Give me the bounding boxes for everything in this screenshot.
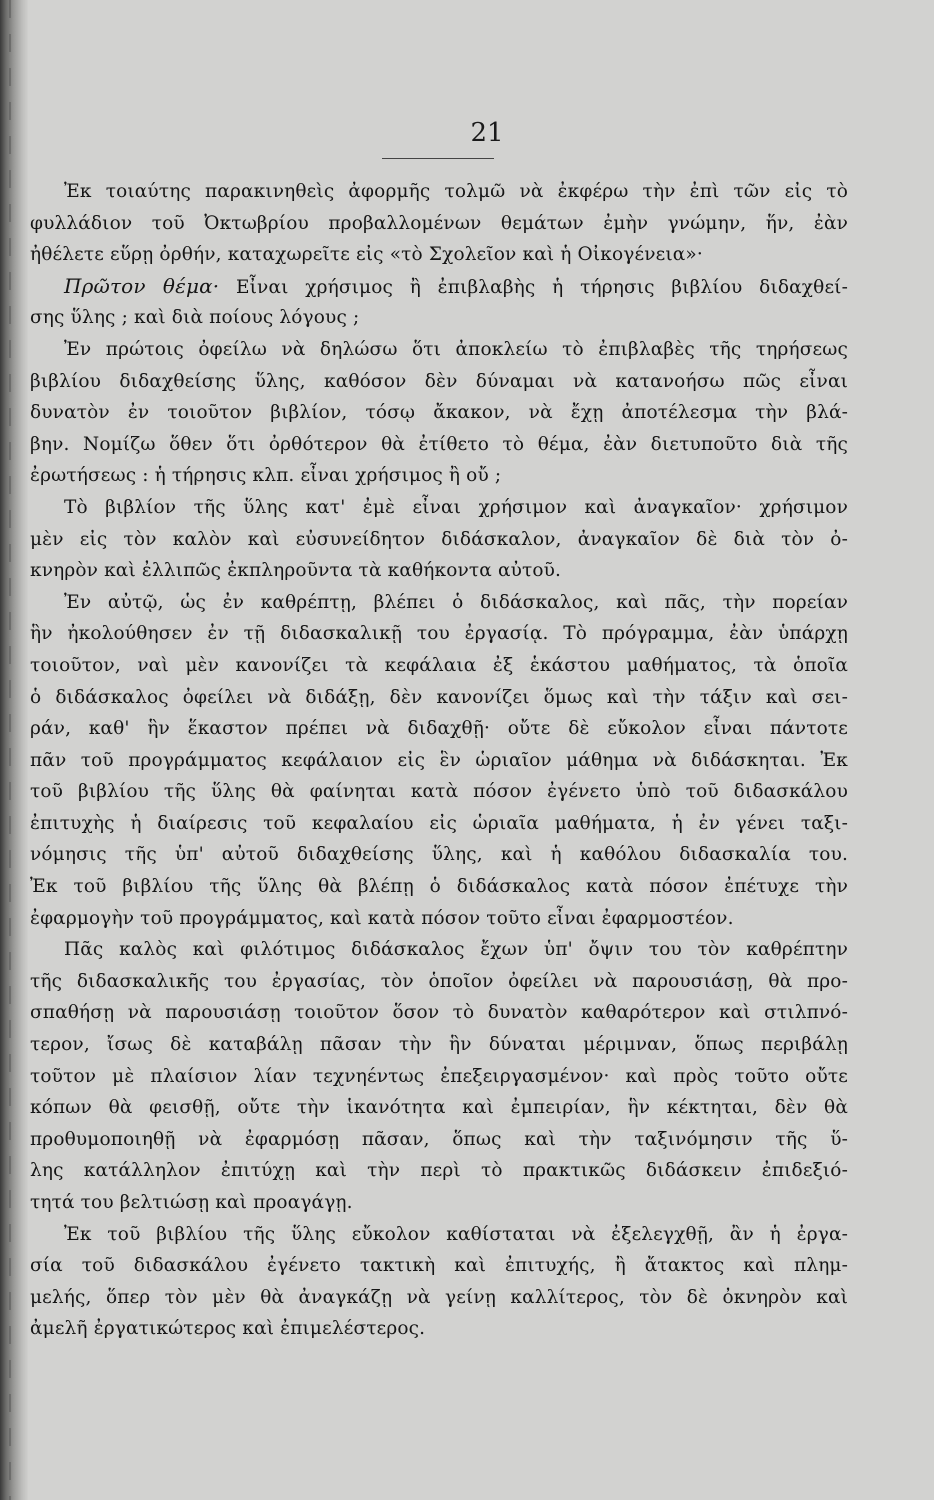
text-line xyxy=(30,745,848,777)
text-line xyxy=(30,460,848,492)
text-line xyxy=(30,429,848,461)
line-text: σης ὕλης ; καὶ διὰ ποίους λόγους ; xyxy=(30,307,360,329)
text-line xyxy=(30,808,848,840)
text-line xyxy=(30,839,848,871)
line-text: φυλλάδιον τοῦ Ὀκτωβρίου προβαλλομένων θεμάτων ἐμὴν γνώμην, ἥν, ἐὰν xyxy=(30,212,848,234)
text-line xyxy=(30,650,848,682)
line-text: κνηρὸν καὶ ἐλλιπῶς ἐκπληροῦντα τὰ καθήκοντα αὐτοῦ. xyxy=(30,560,562,582)
text-line xyxy=(30,682,848,714)
text-line xyxy=(30,934,848,966)
line-text: ἐρωτήσεως : ἡ τήρησις κλπ. εἶναι χρήσιμος ἢ οὔ ; xyxy=(30,465,502,487)
line-text: ὁ διδάσκαλος ὀφείλει νὰ διδάξῃ, δὲν κανονίζει ὅμως καὶ τὴν τάξιν καὶ σει- xyxy=(30,686,848,708)
line-text: τερον, ἴσως δὲ καταβάλῃ πᾶσαν τὴν ἣν δύναται μέριμναν, ὅπως περιβάλῃ xyxy=(30,1034,848,1056)
line-text: τοῦ βιβλίου τῆς ὕλης θὰ φαίνηται κατὰ πόσον ἐγένετο ὑπὸ τοῦ διδασκάλου xyxy=(30,781,848,803)
text-line xyxy=(30,239,848,271)
line-text: ἣν ἠκολούθησεν ἐν τῇ διδασκαλικῇ του ἐργασίᾳ. Τὸ πρόγραμμα, ἐὰν ὑπάρχῃ xyxy=(30,623,848,645)
text-line xyxy=(30,776,848,808)
body-text xyxy=(30,176,848,1345)
text-line xyxy=(30,334,848,366)
text-line xyxy=(30,492,848,524)
text-line xyxy=(30,302,848,334)
text-line xyxy=(30,713,848,745)
text-line xyxy=(30,1029,848,1061)
line-text: μὲν εἰς τὸν καλὸν καὶ εὐσυνείδητον διδάσκαλον, ἀναγκαῖον δὲ διὰ τὸν ὀ- xyxy=(30,528,848,550)
line-text: Ἐν αὐτῷ, ὡς ἐν καθρέπτῃ, βλέπει ὁ διδάσκαλος, καὶ πᾶς, τὴν πορείαν xyxy=(64,591,848,613)
text-line xyxy=(30,1155,848,1187)
line-text: βην. Νομίζω ὅθεν ὅτι ὀρθότερον θὰ ἐτίθετο τὸ θέμα, ἐὰν διετυποῦτο διὰ τῆς xyxy=(30,433,848,455)
text-line xyxy=(30,208,848,240)
text-line xyxy=(30,1313,848,1345)
line-text: ἠθέλετε εὕρῃ ὀρθήν, καταχωρεῖτε εἰς «τὸ Σχολεῖον καὶ ἡ Οἰκογένεια»· xyxy=(30,244,703,266)
text-line xyxy=(30,997,848,1029)
line-text: Ἐκ τοιαύτης παρακινηθεὶς ἀφορμῆς τολμῶ νὰ ἐκφέρω τὴν ἐπὶ τῶν εἰς τὸ xyxy=(64,181,848,202)
book-binding-edge xyxy=(0,0,28,1500)
line-text: τοιοῦτον, ναὶ μὲν κανονίζει τὰ κεφάλαια ἐξ ἑκάστου μαθήματος, τὰ ὁποῖα xyxy=(30,654,848,676)
text-line xyxy=(30,397,848,429)
line-text: τῆς διδασκαλικῆς του ἐργασίας, τὸν ὁποῖον ὀφείλει νὰ παρουσιάσῃ, θὰ προ- xyxy=(30,970,848,992)
text-line xyxy=(30,1124,848,1156)
line-text: τητά του βελτιώσῃ καὶ προαγάγῃ. xyxy=(30,1192,353,1213)
line-text: μελής, ὅπερ τὸν μὲν θὰ ἀναγκάζῃ νὰ γείνῃ καλλίτερος, τὸν δὲ ὀκνηρὸν καὶ xyxy=(30,1286,848,1308)
text-line xyxy=(30,271,848,303)
line-text: Πᾶς καλὸς καὶ φιλότιμος διδάσκαλος ἔχων ὑπ' ὄψιν του τὸν καθρέπτην xyxy=(64,939,848,961)
line-text: ἐφαρμογὴν τοῦ προγράμματος, καὶ κατὰ πόσον τοῦτο εἶναι ἐφαρμοστέον. xyxy=(30,907,734,929)
line-text: πᾶν τοῦ προγράμματος κεφάλαιον εἰς ἓν ὡριαῖον μάθημα νὰ διδάσκηται. Ἐκ xyxy=(30,749,848,771)
text-line xyxy=(30,1061,848,1093)
line-text: νόμησις τῆς ὑπ' αὐτοῦ διδαχθείσης ὕλης, καὶ ἡ καθόλου διδασκαλία του. xyxy=(30,844,848,866)
line-text: προθυμοποιηθῇ νὰ ἐφαρμόσῃ πᾶσαν, ὅπως καὶ τὴν ταξινόμησιν τῆς ὕ- xyxy=(30,1128,848,1150)
line-text: Ἐν πρώτοις ὀφείλω νὰ δηλώσω ὅτι ἀποκλείω τὸ ἐπιβλαβὲς τῆς τηρήσεως xyxy=(64,338,848,360)
line-text: δυνατὸν ἐν τοιοῦτον βιβλίον, τόσῳ ἄκακον, νὰ ἔχῃ ἀποτέλεσμα τὴν βλά- xyxy=(30,402,848,424)
line-text: ἀμελῆ ἐργατικώτερος καὶ ἐπιμελέστερος. xyxy=(30,1318,426,1340)
page-number-rule xyxy=(382,158,494,159)
text-line xyxy=(30,1187,848,1219)
line-text: τοῦτον μὲ πλαίσιον λίαν τεχνηέντως ἐπεξειργασμένον· καὶ πρὸς τοῦτο οὔτε xyxy=(30,1065,848,1087)
text-line xyxy=(30,555,848,587)
line-text: ράν, καθ' ἣν ἕκαστον πρέπει νὰ διδαχθῇ· οὔτε δὲ εὔκολον εἶναι πάντοτε xyxy=(30,718,848,740)
line-text: ἐπιτυχὴς ἡ διαίρεσις τοῦ κεφαλαίου εἰς ὡριαῖα μαθήματα, ἡ ἐν γένει ταξι- xyxy=(30,812,848,834)
line-text: Τὸ βιβλίον τῆς ὕλης κατ' ἐμὲ εἶναι χρήσιμον καὶ ἀναγκαῖον· χρήσιμον xyxy=(64,496,848,518)
text-line xyxy=(30,618,848,650)
text-line xyxy=(30,1219,848,1251)
line-text: Εἶναι χρήσιμος ἢ ἐπιβλαβὴς ἡ τήρησις βιβλίου διδαχθεί- xyxy=(219,276,848,298)
text-line xyxy=(30,176,848,208)
line-text: βιβλίου διδαχθείσης ὕλης, καθόσον δὲν δύναμαι νὰ κατανοήσω πῶς εἶναι xyxy=(30,370,848,392)
text-line xyxy=(30,966,848,998)
text-line xyxy=(30,1250,848,1282)
line-text: λης κατάλληλον ἐπιτύχῃ καὶ τὴν περὶ τὸ πρακτικῶς διδάσκειν ἐπιδεξιό- xyxy=(30,1160,848,1182)
text-line xyxy=(30,871,848,903)
text-line xyxy=(30,587,848,619)
page-number: 21 xyxy=(470,118,504,148)
line-text: Ἐκ τοῦ βιβλίου τῆς ὕλης θὰ βλέπῃ ὁ διδάσκαλος κατὰ πόσον ἐπέτυχε τὴν xyxy=(30,876,848,898)
line-text: κόπων θὰ φεισθῇ, οὔτε τὴν ἱκανότητα καὶ ἐμπειρίαν, ἣν κέκτηται, δὲν θὰ xyxy=(30,1097,848,1119)
text-line xyxy=(30,366,848,398)
text-line xyxy=(30,1092,848,1124)
text-line xyxy=(30,524,848,556)
line-text: σπαθήσῃ νὰ παρουσιάσῃ τοιοῦτον ὅσον τὸ δυνατὸν καθαρότερον καὶ στιλπνό- xyxy=(30,1002,848,1024)
text-line xyxy=(30,1282,848,1314)
text-line xyxy=(30,903,848,935)
line-text: σία τοῦ διδασκάλου ἐγένετο τακτικὴ καὶ ἐπιτυχής, ἢ ἄτακτος καὶ πλημ- xyxy=(30,1255,848,1277)
section-heading: Πρῶτον θέμα· xyxy=(64,273,220,298)
line-text: Ἐκ τοῦ βιβλίου τῆς ὕλης εὔκολον καθίσταται νὰ ἐξελεγχθῇ, ἂν ἡ ἐργα- xyxy=(64,1223,848,1245)
